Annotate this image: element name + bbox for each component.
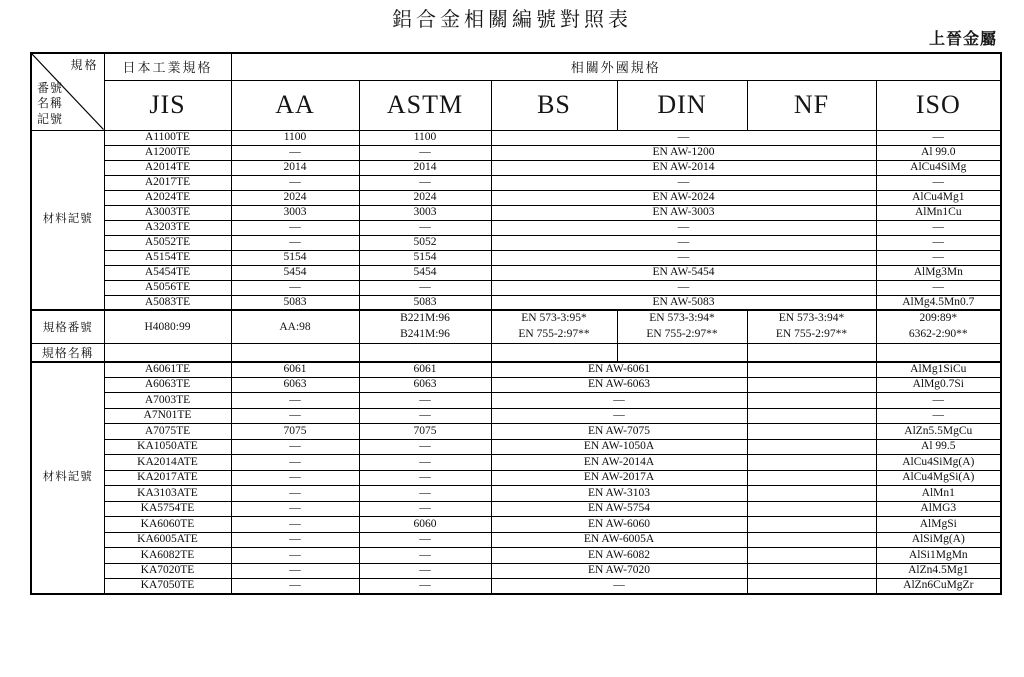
din-cell bbox=[617, 310, 747, 343]
iso-cell: AlMg3Mn bbox=[876, 265, 1001, 280]
aa-cell: 1100 bbox=[231, 130, 359, 145]
astm-cell: — bbox=[359, 532, 491, 548]
astm-cell: 3003 bbox=[359, 205, 491, 220]
bs-din-cell: EN AW-2014A bbox=[491, 455, 747, 471]
bs-din-cell: EN AW-6063 bbox=[491, 377, 747, 393]
nf-cell bbox=[747, 424, 876, 440]
jis-cell: KA7020TE bbox=[104, 563, 231, 579]
nf-cell bbox=[747, 579, 876, 595]
nf-cell bbox=[747, 310, 876, 343]
aa-cell: — bbox=[231, 501, 359, 517]
table-row bbox=[31, 280, 1001, 295]
jis-cell: A1200TE bbox=[104, 145, 231, 160]
iso-cell: AlZn6CuMgZr bbox=[876, 579, 1001, 595]
bs-din-cell: EN AW-7075 bbox=[491, 424, 747, 440]
alloy-comparison-table bbox=[30, 52, 1002, 595]
astm-cell: — bbox=[359, 439, 491, 455]
table-row bbox=[31, 160, 1001, 175]
row-group-label: 規格番號 bbox=[31, 310, 104, 343]
nf-cell bbox=[747, 362, 876, 378]
table-body bbox=[31, 130, 1001, 594]
aa-cell: 2024 bbox=[231, 190, 359, 205]
table-row bbox=[31, 439, 1001, 455]
aa-cell: — bbox=[231, 220, 359, 235]
page-title: 鋁合金相關編號對照表 bbox=[392, 9, 632, 31]
jis-cell: KA7050TE bbox=[104, 579, 231, 595]
bs-din-cell: EN AW-6005A bbox=[491, 532, 747, 548]
aa-cell: — bbox=[231, 517, 359, 533]
row-group-label: 材料記號 bbox=[31, 130, 104, 310]
table-row bbox=[31, 377, 1001, 393]
aa-cell: 6061 bbox=[231, 362, 359, 378]
aa-cell: — bbox=[231, 548, 359, 564]
astm-cell: — bbox=[359, 220, 491, 235]
column-header-din: DIN bbox=[617, 80, 747, 130]
bs-din-nf-cell: EN AW-5083 bbox=[491, 295, 876, 310]
din-line-1: EN 573-3:94* bbox=[649, 312, 715, 325]
corner-label-items bbox=[37, 81, 63, 128]
nf-cell bbox=[747, 563, 876, 579]
nf-cell bbox=[747, 517, 876, 533]
iso-cell: AlCu4Mg1 bbox=[876, 190, 1001, 205]
din-cell bbox=[617, 343, 747, 362]
iso-cell: AlSi1MgMn bbox=[876, 548, 1001, 564]
iso-cell: AlMg1SiCu bbox=[876, 362, 1001, 378]
jis-cell: A6061TE bbox=[104, 362, 231, 378]
column-header-bs: BS bbox=[491, 80, 617, 130]
column-header-astm: ASTM bbox=[359, 80, 491, 130]
jis-cell: A5056TE bbox=[104, 280, 231, 295]
spec-number-row bbox=[31, 310, 1001, 343]
table-row bbox=[31, 235, 1001, 250]
bs-din-cell: — bbox=[491, 393, 747, 409]
astm-cell: — bbox=[359, 280, 491, 295]
nf-cell bbox=[747, 455, 876, 471]
table-row bbox=[31, 563, 1001, 579]
bs-din-nf-cell: — bbox=[491, 250, 876, 265]
nf-cell bbox=[747, 532, 876, 548]
astm-cell: — bbox=[359, 470, 491, 486]
astm-cell: 5154 bbox=[359, 250, 491, 265]
bs-din-cell: — bbox=[491, 579, 747, 595]
bs-din-nf-cell: EN AW-2024 bbox=[491, 190, 876, 205]
table-row bbox=[31, 470, 1001, 486]
corner-label-spec: 規格 bbox=[70, 58, 99, 72]
table-row bbox=[31, 532, 1001, 548]
aa-cell: — bbox=[231, 393, 359, 409]
bs-din-cell: EN AW-5754 bbox=[491, 501, 747, 517]
bs-din-nf-cell: — bbox=[491, 235, 876, 250]
astm-cell: — bbox=[359, 579, 491, 595]
astm-cell: — bbox=[359, 175, 491, 190]
spec-name-row bbox=[31, 343, 1001, 362]
aa-cell: 3003 bbox=[231, 205, 359, 220]
nf-cell bbox=[747, 393, 876, 409]
iso-cell: — bbox=[876, 408, 1001, 424]
bs-din-cell: EN AW-6061 bbox=[491, 362, 747, 378]
corner-line-2: 名稱 bbox=[37, 96, 64, 111]
header-row-columns bbox=[31, 80, 1001, 130]
iso-cell: AlCu4SiMg(A) bbox=[876, 455, 1001, 471]
jis-cell: KA5754TE bbox=[104, 501, 231, 517]
iso-cell: — bbox=[876, 280, 1001, 295]
iso-line-1: 209:89* bbox=[919, 312, 958, 325]
table-row bbox=[31, 486, 1001, 502]
iso-cell bbox=[876, 343, 1001, 362]
astm-line-1: B221M:96 bbox=[400, 312, 450, 325]
iso-cell: — bbox=[876, 235, 1001, 250]
table-row bbox=[31, 145, 1001, 160]
astm-cell: 2024 bbox=[359, 190, 491, 205]
corner-line-3: 記號 bbox=[37, 111, 64, 126]
iso-cell: AlMg4.5Mn0.7 bbox=[876, 295, 1001, 310]
astm-cell: 5454 bbox=[359, 265, 491, 280]
iso-cell: Al 99.0 bbox=[876, 145, 1001, 160]
table-row bbox=[31, 265, 1001, 280]
bs-din-cell: EN AW-6060 bbox=[491, 517, 747, 533]
aa-cell: AA:98 bbox=[231, 310, 359, 343]
aa-cell: — bbox=[231, 280, 359, 295]
aa-cell: — bbox=[231, 563, 359, 579]
table-row bbox=[31, 548, 1001, 564]
corner-line-1: 番號 bbox=[37, 80, 64, 95]
bs-din-cell: EN AW-2017A bbox=[491, 470, 747, 486]
astm-cell: 6063 bbox=[359, 377, 491, 393]
nf-cell bbox=[747, 501, 876, 517]
iso-cell: AlZn4.5Mg1 bbox=[876, 563, 1001, 579]
jis-cell: KA2014ATE bbox=[104, 455, 231, 471]
astm-cell bbox=[359, 343, 491, 362]
table-row bbox=[31, 362, 1001, 378]
iso-line-2: 6362-2:90** bbox=[908, 327, 968, 340]
jis-cell: KA6005ATE bbox=[104, 532, 231, 548]
iso-cell: — bbox=[876, 393, 1001, 409]
jis-cell: A7075TE bbox=[104, 424, 231, 440]
column-header-aa: AA bbox=[231, 80, 359, 130]
table-row bbox=[31, 190, 1001, 205]
bs-cell bbox=[491, 343, 617, 362]
nf-cell bbox=[747, 408, 876, 424]
aa-cell: 2014 bbox=[231, 160, 359, 175]
header-foreign-group: 相關外國規格 bbox=[231, 53, 1001, 80]
astm-cell: 5052 bbox=[359, 235, 491, 250]
jis-cell: KA2017ATE bbox=[104, 470, 231, 486]
iso-cell: AlMn1 bbox=[876, 486, 1001, 502]
jis-cell: KA1050ATE bbox=[104, 439, 231, 455]
aa-cell: — bbox=[231, 470, 359, 486]
jis-cell: A7003TE bbox=[104, 393, 231, 409]
nf-cell bbox=[747, 377, 876, 393]
nf-cell bbox=[747, 548, 876, 564]
jis-cell: A6063TE bbox=[104, 377, 231, 393]
astm-cell: — bbox=[359, 408, 491, 424]
bs-din-nf-cell: EN AW-1200 bbox=[491, 145, 876, 160]
bs-din-cell: EN AW-6082 bbox=[491, 548, 747, 564]
bs-din-cell: — bbox=[491, 408, 747, 424]
astm-cell: — bbox=[359, 486, 491, 502]
jis-cell: A5052TE bbox=[104, 235, 231, 250]
iso-cell: AlMn1Cu bbox=[876, 205, 1001, 220]
iso-cell: AlSiMg(A) bbox=[876, 532, 1001, 548]
iso-cell: Al 99.5 bbox=[876, 439, 1001, 455]
bs-line-2: EN 755-2:97** bbox=[518, 327, 590, 340]
column-header-nf: NF bbox=[747, 80, 876, 130]
astm-cell: — bbox=[359, 548, 491, 564]
astm-cell: — bbox=[359, 563, 491, 579]
aa-cell: 5454 bbox=[231, 265, 359, 280]
astm-line-2: B241M:96 bbox=[400, 327, 450, 340]
corner-cell bbox=[31, 53, 104, 130]
column-header-iso: ISO bbox=[876, 80, 1001, 130]
bs-din-cell: EN AW-1050A bbox=[491, 439, 747, 455]
nf-cell bbox=[747, 439, 876, 455]
aa-cell: 5083 bbox=[231, 295, 359, 310]
astm-cell: 6061 bbox=[359, 362, 491, 378]
table-row bbox=[31, 175, 1001, 190]
iso-cell: AlCu4MgSi(A) bbox=[876, 470, 1001, 486]
aa-cell: — bbox=[231, 175, 359, 190]
astm-cell: — bbox=[359, 145, 491, 160]
bs-din-nf-cell: EN AW-2014 bbox=[491, 160, 876, 175]
astm-cell: — bbox=[359, 393, 491, 409]
iso-cell: AlCu4SiMg bbox=[876, 160, 1001, 175]
bs-cell bbox=[491, 310, 617, 343]
table-row bbox=[31, 424, 1001, 440]
jis-cell: H4080:99 bbox=[104, 310, 231, 343]
jis-cell: A3003TE bbox=[104, 205, 231, 220]
aa-cell: — bbox=[231, 235, 359, 250]
bs-din-cell: EN AW-7020 bbox=[491, 563, 747, 579]
aa-cell: — bbox=[231, 455, 359, 471]
bs-din-nf-cell: — bbox=[491, 220, 876, 235]
astm-cell: — bbox=[359, 455, 491, 471]
bs-line-1: EN 573-3:95* bbox=[521, 312, 587, 325]
aa-cell: — bbox=[231, 145, 359, 160]
nf-cell bbox=[747, 470, 876, 486]
aa-cell: — bbox=[231, 408, 359, 424]
table-row bbox=[31, 517, 1001, 533]
astm-cell: 2014 bbox=[359, 160, 491, 175]
astm-cell: 7075 bbox=[359, 424, 491, 440]
jis-cell: A2014TE bbox=[104, 160, 231, 175]
iso-cell: AlMgSi bbox=[876, 517, 1001, 533]
table-row bbox=[31, 205, 1001, 220]
company-name: 上晉金屬 bbox=[928, 31, 997, 48]
iso-cell: — bbox=[876, 220, 1001, 235]
row-group-label: 材料記號 bbox=[31, 362, 104, 595]
row-group-label: 規格名稱 bbox=[31, 343, 104, 362]
table-row bbox=[31, 130, 1001, 145]
iso-cell: — bbox=[876, 175, 1001, 190]
table-row bbox=[31, 579, 1001, 595]
table-row bbox=[31, 408, 1001, 424]
table-row bbox=[31, 455, 1001, 471]
astm-cell bbox=[359, 310, 491, 343]
bs-din-nf-cell: — bbox=[491, 175, 876, 190]
nf-cell bbox=[747, 343, 876, 362]
table-row bbox=[31, 250, 1001, 265]
jis-cell: A2024TE bbox=[104, 190, 231, 205]
iso-cell: — bbox=[876, 130, 1001, 145]
nf-cell bbox=[747, 486, 876, 502]
aa-cell bbox=[231, 343, 359, 362]
bs-din-cell: EN AW-3103 bbox=[491, 486, 747, 502]
table-row bbox=[31, 393, 1001, 409]
column-header-jis: JIS bbox=[104, 80, 231, 130]
iso-cell: AlZn5.5MgCu bbox=[876, 424, 1001, 440]
jis-cell: A5154TE bbox=[104, 250, 231, 265]
astm-cell: — bbox=[359, 501, 491, 517]
aa-cell: 5154 bbox=[231, 250, 359, 265]
jis-cell: A7N01TE bbox=[104, 408, 231, 424]
iso-cell: — bbox=[876, 250, 1001, 265]
table-row bbox=[31, 501, 1001, 517]
jis-cell: A2017TE bbox=[104, 175, 231, 190]
iso-cell bbox=[876, 310, 1001, 343]
iso-cell: AlMG3 bbox=[876, 501, 1001, 517]
bs-din-nf-cell: — bbox=[491, 130, 876, 145]
header-jis-group: 日本工業規格 bbox=[104, 53, 231, 80]
jis-cell: KA3103ATE bbox=[104, 486, 231, 502]
jis-cell: A3203TE bbox=[104, 220, 231, 235]
din-line-2: EN 755-2:97** bbox=[646, 327, 718, 340]
aa-cell: — bbox=[231, 579, 359, 595]
aa-cell: 7075 bbox=[231, 424, 359, 440]
aa-cell: — bbox=[231, 532, 359, 548]
jis-cell bbox=[104, 343, 231, 362]
jis-cell: KA6060TE bbox=[104, 517, 231, 533]
bs-din-nf-cell: — bbox=[491, 280, 876, 295]
table-row bbox=[31, 220, 1001, 235]
aa-cell: — bbox=[231, 486, 359, 502]
jis-cell: A5083TE bbox=[104, 295, 231, 310]
iso-cell: AlMg0.7Si bbox=[876, 377, 1001, 393]
table-row bbox=[31, 295, 1001, 310]
nf-line-1: EN 573-3:94* bbox=[778, 312, 845, 325]
aa-cell: — bbox=[231, 439, 359, 455]
astm-cell: 1100 bbox=[359, 130, 491, 145]
bs-din-nf-cell: EN AW-5454 bbox=[491, 265, 876, 280]
jis-cell: A1100TE bbox=[104, 130, 231, 145]
header-row-groups bbox=[31, 53, 1001, 80]
nf-line-2: EN 755-2:97** bbox=[775, 327, 848, 340]
jis-cell: A5454TE bbox=[104, 265, 231, 280]
bs-din-nf-cell: EN AW-3003 bbox=[491, 205, 876, 220]
jis-cell: KA6082TE bbox=[104, 548, 231, 564]
astm-cell: 6060 bbox=[359, 517, 491, 533]
aa-cell: 6063 bbox=[231, 377, 359, 393]
astm-cell: 5083 bbox=[359, 295, 491, 310]
